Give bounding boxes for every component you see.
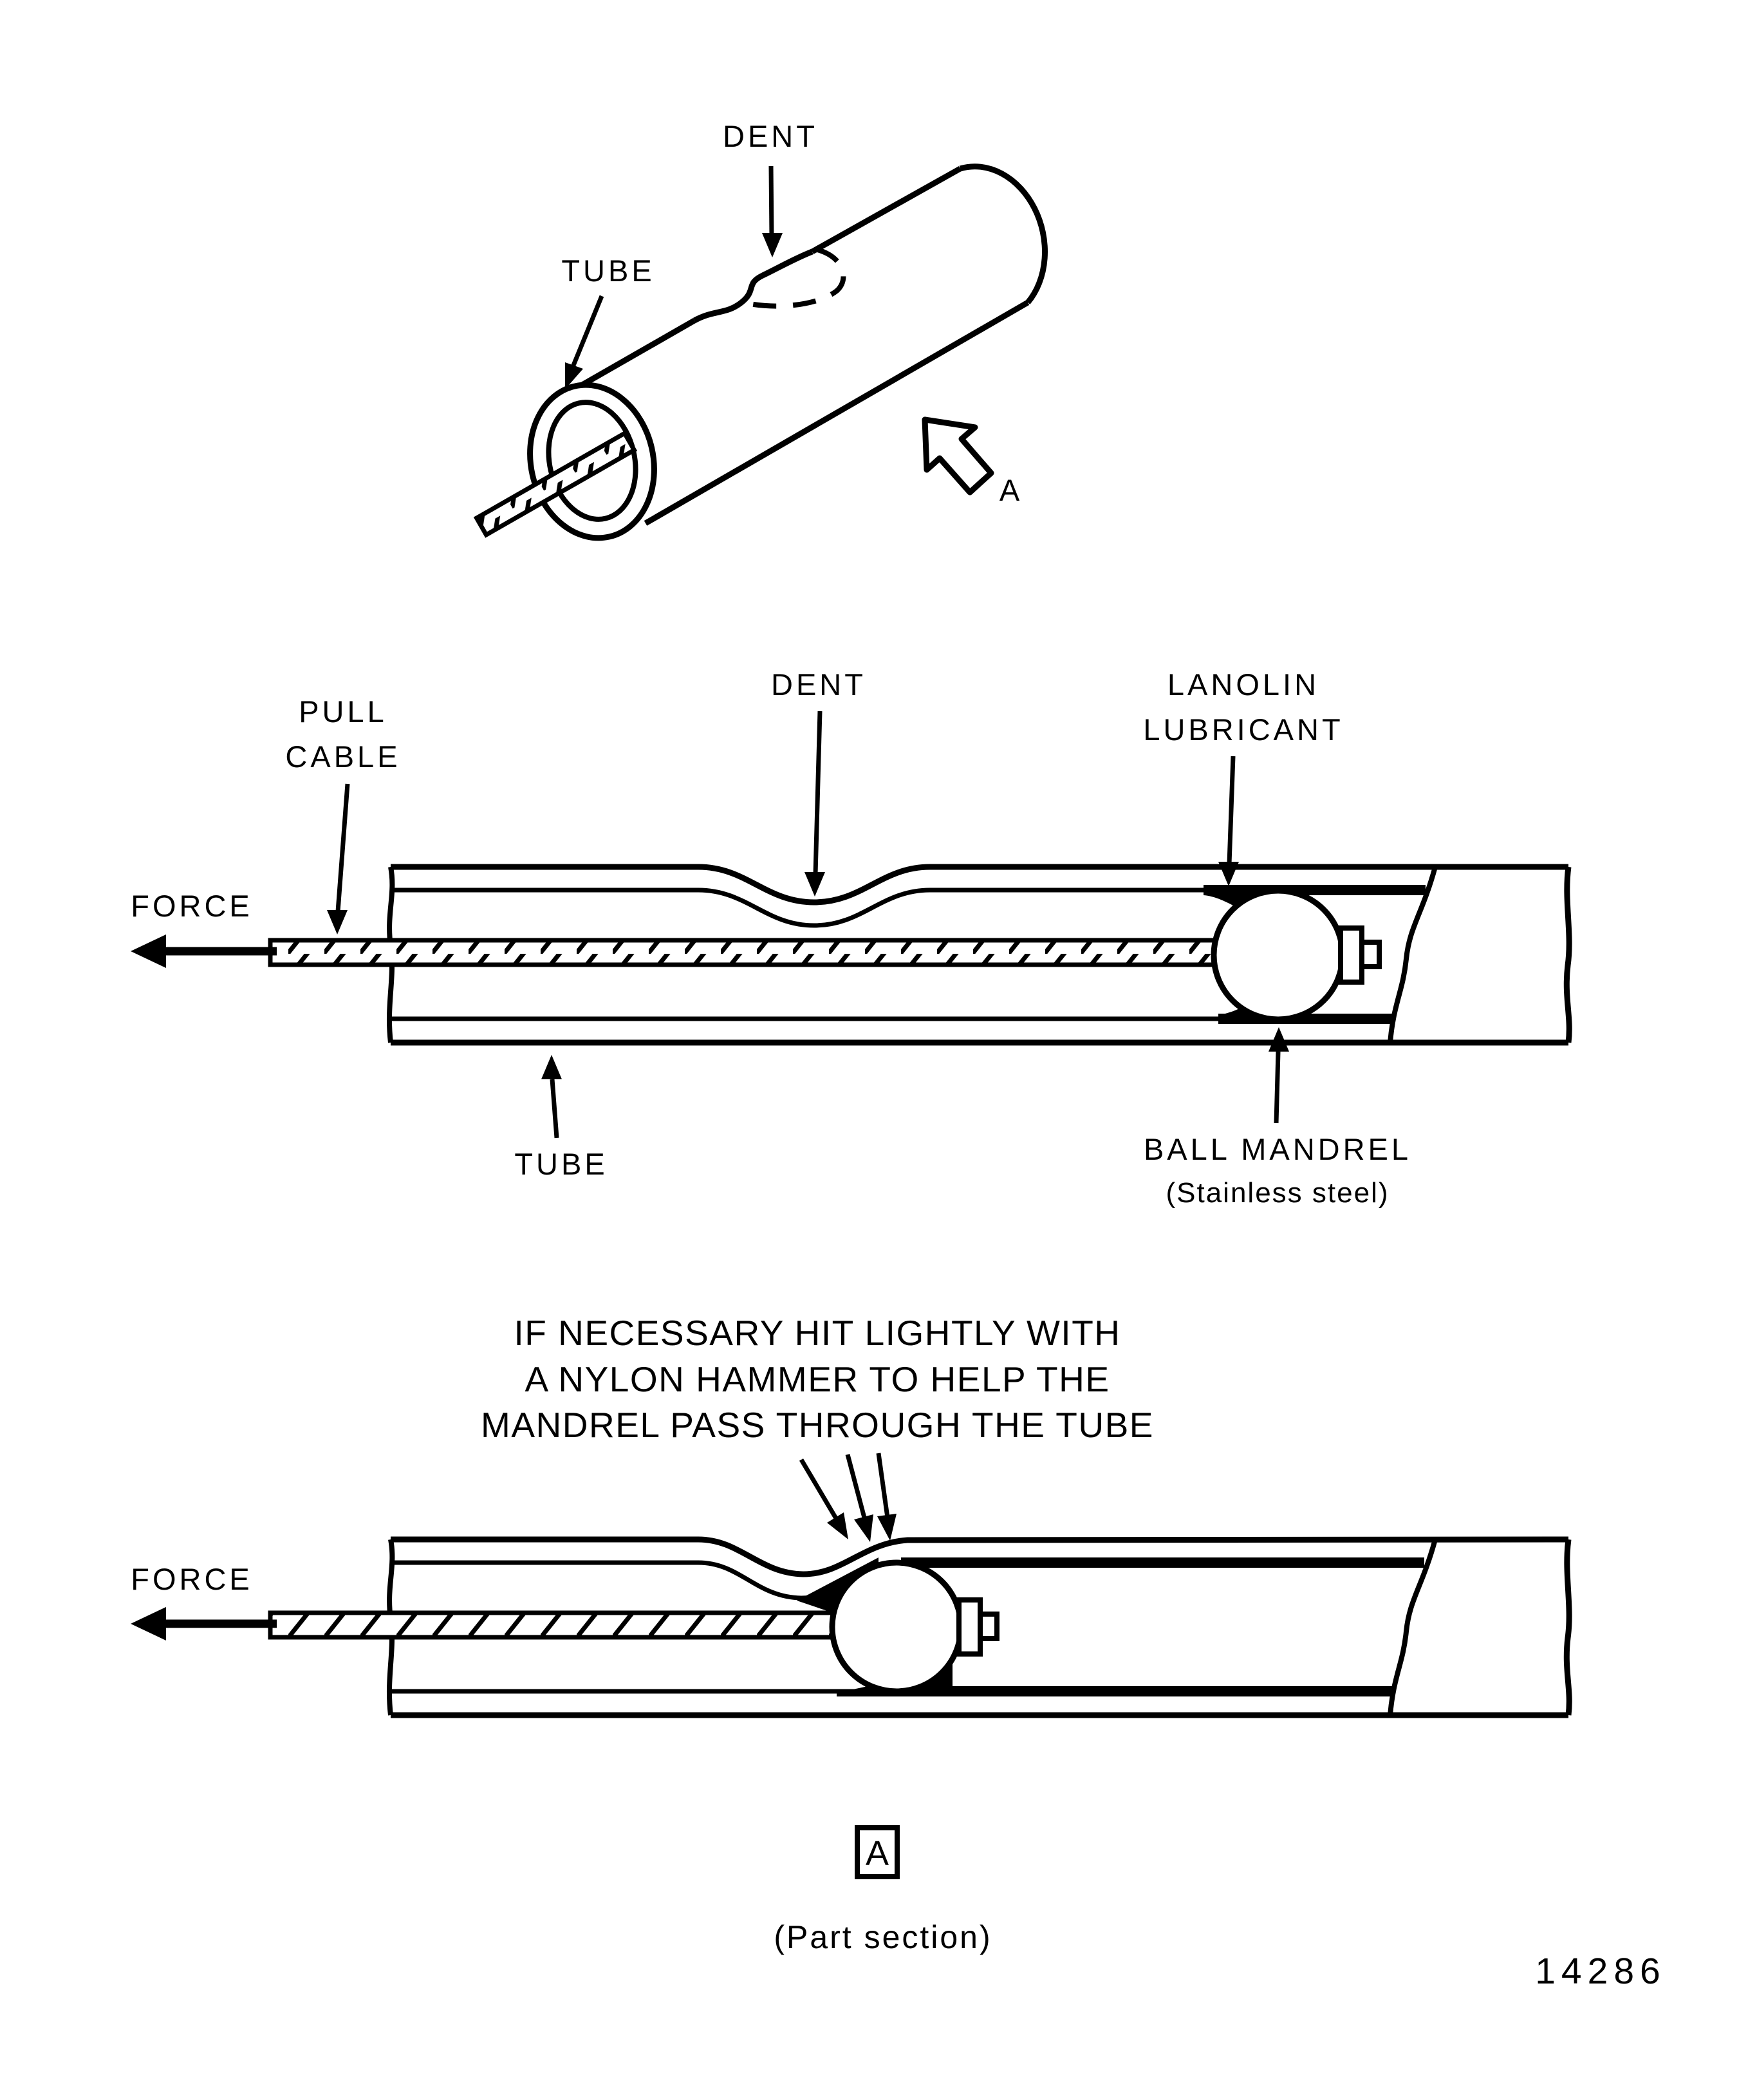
bot-ball-mandrel-fitting <box>959 1600 980 1654</box>
bot-ball-mandrel-fitting-tip <box>980 1614 997 1639</box>
part-section-caption: (Part section) <box>774 1919 992 1955</box>
ball-mandrel-label: BALL MANDREL <box>1143 1132 1412 1166</box>
bot-lubricant-film-top <box>901 1557 1424 1568</box>
ball-mandrel-fitting-tip <box>1362 942 1379 967</box>
ball-mandrel <box>1214 891 1343 1019</box>
bot-lubricant-film-bottom <box>888 1686 1392 1696</box>
pull-cable-label-line1: PULL <box>299 694 387 729</box>
bot-ball-mandrel <box>832 1563 961 1691</box>
pull-cable-label-line2: CABLE <box>285 739 401 774</box>
mid-force-label: FORCE <box>131 889 253 923</box>
hammer-note-line3: MANDREL PASS THROUGH THE TUBE <box>481 1405 1154 1445</box>
bot-tube-right-break <box>1566 1539 1569 1715</box>
ball-mandrel-sublabel: (Stainless steel) <box>1166 1177 1390 1209</box>
mid-dent-label: DENT <box>771 667 866 702</box>
top-dent-arrow-shaft <box>771 166 772 237</box>
lanolin-label-line1: LANOLIN <box>1167 667 1320 702</box>
view-arrow-label: A <box>999 473 1023 507</box>
mid-pull-cable <box>270 940 1242 965</box>
ball-mandrel-arrow-shaft <box>1276 1052 1278 1123</box>
lanolin-label-line2: LUBRICANT <box>1143 712 1344 747</box>
hammer-note-line2: A NYLON HAMMER TO HELP THE <box>525 1359 1110 1399</box>
top-dent-label: DENT <box>723 119 818 153</box>
ball-mandrel-fitting <box>1341 928 1362 982</box>
bot-pull-cable <box>270 1613 850 1637</box>
bot-force-label: FORCE <box>131 1562 253 1596</box>
top-tube-label: TUBE <box>561 254 655 288</box>
mid-tube-label: TUBE <box>514 1147 608 1181</box>
hammer-note-line1: IF NECESSARY HIT LIGHTLY WITH <box>514 1313 1121 1353</box>
mid-tube-right-break <box>1566 867 1569 1043</box>
figure-number: 14286 <box>1535 1951 1666 1992</box>
detail-marker-letter: A <box>865 1834 889 1873</box>
